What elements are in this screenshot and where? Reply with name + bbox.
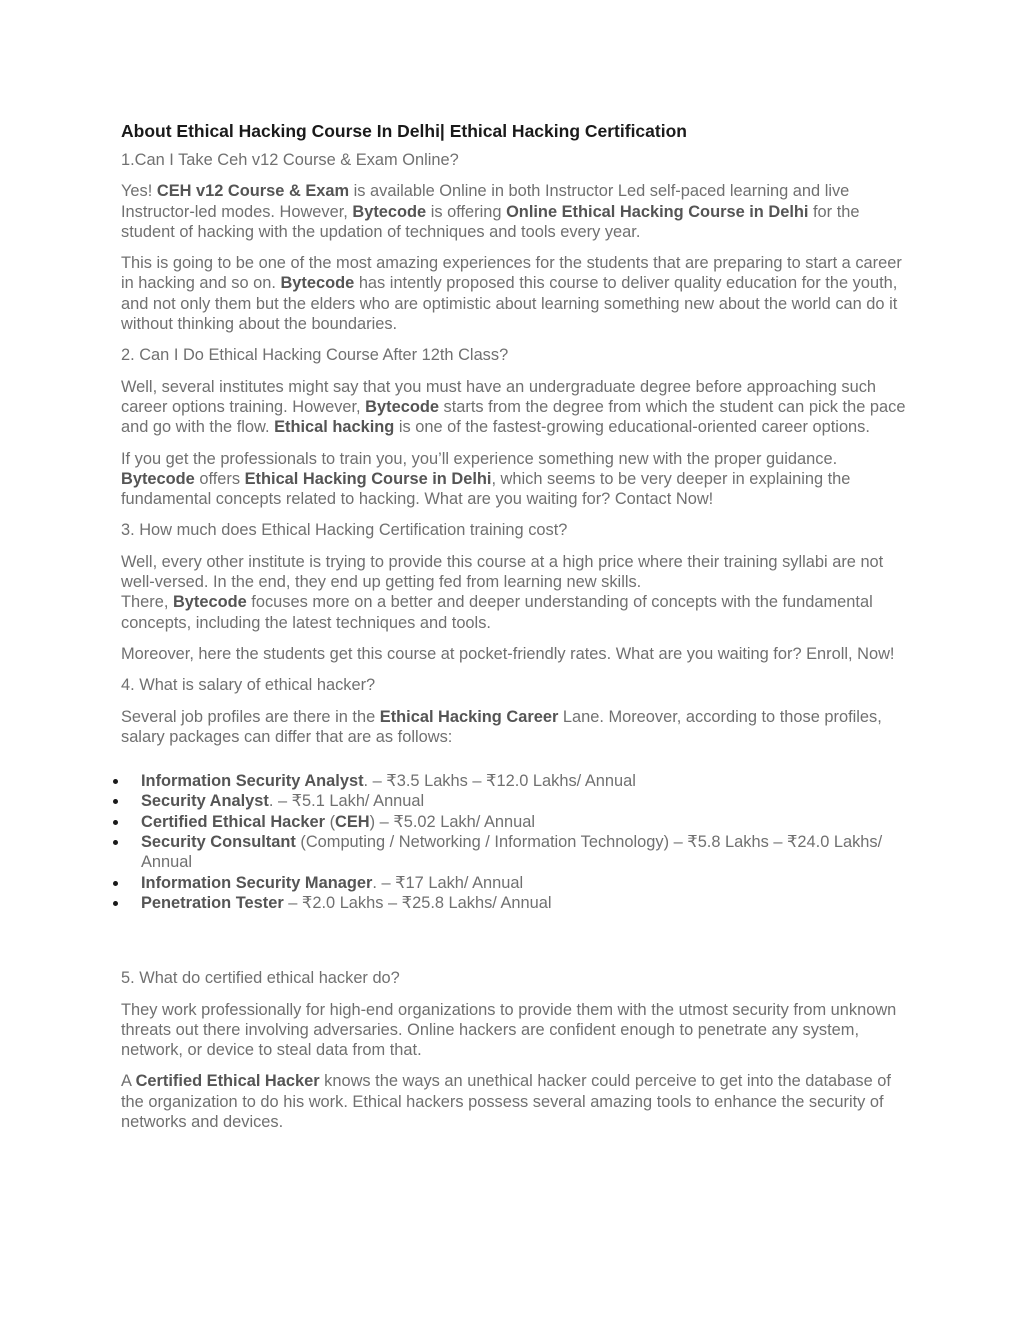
bullet-icon [113,799,118,804]
question-2: 2. Can I Do Ethical Hacking Course After 12th Class? [121,346,509,365]
paragraph-1: Yes! CEH v12 Course & Exam is available Online in both Instructor Led self-paced learning and live Instructor-led modes. However, Bytecode is offering Online Ethical Hacking Course in Delhi for the student of hacking with the updation of techniques and tools every year. [121,182,860,241]
bold-bytecode: Bytecode [352,202,427,221]
bullet-icon [113,901,118,906]
paragraph-3: Well, several institutes might say that you must have an undergraduate degree before approaching such career options training. However, Bytecode starts from the degree from which the student can pick the pace and go with the flow. Ethical hacking is one of the fastest-growing educational-oriented career options. [121,377,906,437]
bold-ceh-course: CEH v12 Course & Exam [156,182,350,201]
list-item: Security Consultant (Computing / Networking / Information Technology) – ₹5.8 Lakhs – ₹24.0 Lakhs/ Annual [121,832,911,873]
list-item: Penetration Tester – ₹2.0 Lakhs – ₹25.8 Lakhs/ Annual [121,893,911,913]
paragraph-9: A Certified Ethical Hacker knows the ways an unethical hacker could perceive to get into the database of the organization to do his work. Ethical hackers possess several amazing tools to enhance the security of networks and devices. [121,1072,891,1131]
bold-ethical-hacking: Ethical hacking [274,418,395,437]
bold-ceh: Certified Ethical Hacker [135,1072,320,1091]
question-3: 3. How much does Ethical Hacking Certification training cost? [121,521,568,540]
list-item: Information Security Manager. – ₹17 Lakh/ Annual [121,873,911,893]
bold-course-delhi: Ethical Hacking Course in Delhi [244,469,492,488]
paragraph-4: If you get the professionals to train you, you’ll experience something new with the proper guidance. Bytecode offers Ethical Hacking Course in Delhi, which seems to be very deeper in explaining the fundamental concepts related to hacking. What are you waiting for? Contact Now! [121,449,851,509]
bold-bytecode: Bytecode [121,469,195,488]
document-page [121,120,911,1143]
bullet-icon [113,779,118,784]
bold-bytecode: Bytecode [280,274,355,293]
bold-bytecode: Bytecode [365,397,439,416]
list-item: Security Analyst. – ₹5.1 Lakh/ Annual [121,791,911,811]
bullet-icon [113,840,118,845]
paragraph-5: Well, every other institute is trying to provide this course at a high price where their training syllabi are not well-versed. In the end, they end up getting fed from learning new skills. There, Bytecode focuses more on a better and deeper understanding of concepts with the fundamental concepts, including the latest techniques and tools. [121,552,884,632]
salary-list [121,771,911,913]
question-5: 5. What do certified ethical hacker do? [121,969,400,988]
spacer [121,913,911,968]
paragraph-6: Moreover, here the students get this course at pocket-friendly rates. What are you waiting for? Enroll, Now! [121,644,895,663]
bold-bytecode: Bytecode [172,593,247,612]
paragraph-8: They work professionally for high-end organizations to provide them with the utmost security from unknown threats out there involving adversaries. Online hackers are confident enough to penetrate any system, network, or device to steal data from that. [121,1000,897,1060]
bold-online-course: Online Ethical Hacking Course in Delhi [506,202,809,221]
page-title: About Ethical Hacking Course In Delhi| Ethical Hacking Certification [121,121,687,141]
bullet-icon [113,881,118,886]
question-4: 4. What is salary of ethical hacker? [121,676,376,695]
paragraph-2: This is going to be one of the most amazing experiences for the students that are preparing to start a career in hacking and so on. Bytecode has intently proposed this course to deliver quality education for the youth, and not only them but the elders who are optimistic about learning something new about the world can do it without thinking about the boundaries. [121,254,902,334]
list-item: Information Security Analyst. – ₹3.5 Lakhs – ₹12.0 Lakhs/ Annual [121,771,911,791]
bullet-icon [113,820,118,825]
list-item: Certified Ethical Hacker (CEH) – ₹5.02 Lakh/ Annual [121,812,911,832]
bold-career: Ethical Hacking Career [379,707,559,726]
paragraph-7: Several job profiles are there in the Ethical Hacking Career Lane. Moreover, according to those profiles, salary packages can differ that are as follows: [121,707,882,746]
question-1: 1.Can I Take Ceh v12 Course & Exam Online? [121,151,459,169]
